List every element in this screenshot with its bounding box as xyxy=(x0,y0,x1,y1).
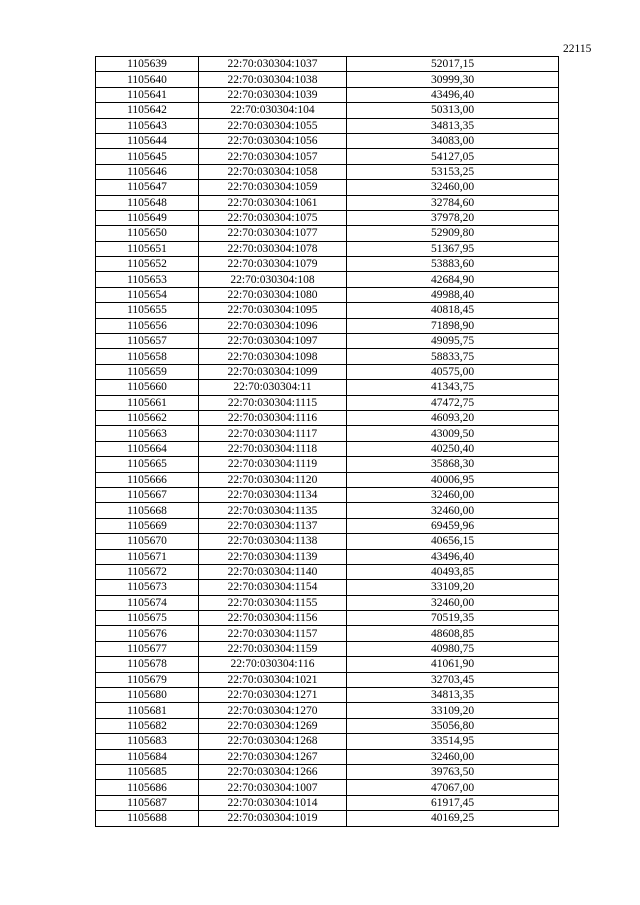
value-cell: 53153,25 xyxy=(347,164,559,179)
record-number-cell: 1105648 xyxy=(96,195,199,210)
record-number-cell: 1105655 xyxy=(96,303,199,318)
value-cell: 51367,95 xyxy=(347,241,559,256)
value-cell: 48608,85 xyxy=(347,626,559,641)
table-row xyxy=(96,180,559,195)
table-row xyxy=(96,87,559,102)
record-number-cell: 1105669 xyxy=(96,518,199,533)
table-row xyxy=(96,472,559,487)
record-number-cell: 1105653 xyxy=(96,272,199,287)
cadastral-number-cell: 22:70:030304:1078 xyxy=(199,241,347,256)
value-cell: 69459,96 xyxy=(347,518,559,533)
value-cell: 33109,20 xyxy=(347,580,559,595)
value-cell: 40656,15 xyxy=(347,534,559,549)
record-number-cell: 1105660 xyxy=(96,380,199,395)
table-row xyxy=(96,195,559,210)
value-cell: 58833,75 xyxy=(347,349,559,364)
value-cell: 33514,95 xyxy=(347,734,559,749)
table-row xyxy=(96,364,559,379)
value-cell: 40493,85 xyxy=(347,564,559,579)
value-cell: 32460,00 xyxy=(347,749,559,764)
table-row xyxy=(96,272,559,287)
table-row xyxy=(96,457,559,472)
value-cell: 32460,00 xyxy=(347,595,559,610)
cadastral-number-cell: 22:70:030304:1118 xyxy=(199,441,347,456)
table-row xyxy=(96,549,559,564)
record-number-cell: 1105650 xyxy=(96,226,199,241)
record-number-cell: 1105671 xyxy=(96,549,199,564)
cadastral-number-cell: 22:70:030304:1135 xyxy=(199,503,347,518)
record-number-cell: 1105677 xyxy=(96,641,199,656)
record-number-cell: 1105688 xyxy=(96,811,199,826)
value-cell: 34083,00 xyxy=(347,133,559,148)
cadastral-number-cell: 22:70:030304:116 xyxy=(199,657,347,672)
cadastral-number-cell: 22:70:030304:1096 xyxy=(199,318,347,333)
record-number-cell: 1105641 xyxy=(96,87,199,102)
table-row xyxy=(96,164,559,179)
table-row xyxy=(96,257,559,272)
record-number-cell: 1105683 xyxy=(96,734,199,749)
value-cell: 61917,45 xyxy=(347,795,559,810)
record-number-cell: 1105656 xyxy=(96,318,199,333)
record-number-cell: 1105672 xyxy=(96,564,199,579)
value-cell: 34813,35 xyxy=(347,688,559,703)
record-number-cell: 1105646 xyxy=(96,164,199,179)
cadastral-number-cell: 22:70:030304:1117 xyxy=(199,426,347,441)
value-cell: 32460,00 xyxy=(347,180,559,195)
record-number-cell: 1105647 xyxy=(96,180,199,195)
cadastral-number-cell: 22:70:030304:1115 xyxy=(199,395,347,410)
record-number-cell: 1105679 xyxy=(96,672,199,687)
value-cell: 32460,00 xyxy=(347,503,559,518)
table-row xyxy=(96,657,559,672)
value-cell: 34813,35 xyxy=(347,118,559,133)
table-row xyxy=(96,534,559,549)
record-number-cell: 1105661 xyxy=(96,395,199,410)
record-number-cell: 1105675 xyxy=(96,611,199,626)
cadastral-number-cell: 22:70:030304:1155 xyxy=(199,595,347,610)
cadastral-number-cell: 22:70:030304:104 xyxy=(199,103,347,118)
record-number-cell: 1105681 xyxy=(96,703,199,718)
cadastral-number-cell: 22:70:030304:1267 xyxy=(199,749,347,764)
table-row xyxy=(96,133,559,148)
table-row xyxy=(96,57,559,72)
value-cell: 70519,35 xyxy=(347,611,559,626)
cadastral-number-cell: 22:70:030304:1055 xyxy=(199,118,347,133)
cadastral-number-cell: 22:70:030304:1077 xyxy=(199,226,347,241)
table-row xyxy=(96,795,559,810)
table-row xyxy=(96,287,559,302)
record-number-cell: 1105685 xyxy=(96,764,199,779)
table-row xyxy=(96,672,559,687)
table-row xyxy=(96,688,559,703)
cadastral-number-cell: 22:70:030304:1014 xyxy=(199,795,347,810)
table-row xyxy=(96,118,559,133)
record-number-cell: 1105643 xyxy=(96,118,199,133)
table-row xyxy=(96,626,559,641)
record-number-cell: 1105676 xyxy=(96,626,199,641)
value-cell: 32460,00 xyxy=(347,487,559,502)
cadastral-number-cell: 22:70:030304:11 xyxy=(199,380,347,395)
table-row xyxy=(96,210,559,225)
cadastral-number-cell: 22:70:030304:1079 xyxy=(199,257,347,272)
cadastral-number-cell: 22:70:030304:108 xyxy=(199,272,347,287)
cadastral-number-cell: 22:70:030304:1269 xyxy=(199,718,347,733)
record-number-cell: 1105651 xyxy=(96,241,199,256)
record-number-cell: 1105665 xyxy=(96,457,199,472)
value-cell: 47067,00 xyxy=(347,780,559,795)
record-number-cell: 1105658 xyxy=(96,349,199,364)
value-cell: 40169,25 xyxy=(347,811,559,826)
cadastral-number-cell: 22:70:030304:1021 xyxy=(199,672,347,687)
cadastral-number-cell: 22:70:030304:1095 xyxy=(199,303,347,318)
cadastral-number-cell: 22:70:030304:1120 xyxy=(199,472,347,487)
table-row xyxy=(96,318,559,333)
record-number-cell: 1105639 xyxy=(96,57,199,72)
table-row xyxy=(96,703,559,718)
record-number-cell: 1105678 xyxy=(96,657,199,672)
value-cell: 40980,75 xyxy=(347,641,559,656)
cadastral-number-cell: 22:70:030304:1156 xyxy=(199,611,347,626)
value-cell: 32703,45 xyxy=(347,672,559,687)
value-cell: 43496,40 xyxy=(347,549,559,564)
record-number-cell: 1105684 xyxy=(96,749,199,764)
cadastral-number-cell: 22:70:030304:1098 xyxy=(199,349,347,364)
cadastral-number-cell: 22:70:030304:1266 xyxy=(199,764,347,779)
table-row xyxy=(96,334,559,349)
table-row xyxy=(96,395,559,410)
table-row xyxy=(96,564,559,579)
record-number-cell: 1105642 xyxy=(96,103,199,118)
cadastral-number-cell: 22:70:030304:1159 xyxy=(199,641,347,656)
record-number-cell: 1105666 xyxy=(96,472,199,487)
cadastral-number-cell: 22:70:030304:1061 xyxy=(199,195,347,210)
record-number-cell: 1105686 xyxy=(96,780,199,795)
table-row xyxy=(96,226,559,241)
value-cell: 40250,40 xyxy=(347,441,559,456)
value-cell: 37978,20 xyxy=(347,210,559,225)
table-row xyxy=(96,149,559,164)
table-row xyxy=(96,487,559,502)
record-number-cell: 1105664 xyxy=(96,441,199,456)
cadastral-number-cell: 22:70:030304:1097 xyxy=(199,334,347,349)
table-row xyxy=(96,241,559,256)
value-cell: 42684,90 xyxy=(347,272,559,287)
record-number-cell: 1105687 xyxy=(96,795,199,810)
record-number-cell: 1105682 xyxy=(96,718,199,733)
value-cell: 40575,00 xyxy=(347,364,559,379)
cadastral-number-cell: 22:70:030304:1080 xyxy=(199,287,347,302)
record-number-cell: 1105640 xyxy=(96,72,199,87)
record-number-cell: 1105659 xyxy=(96,364,199,379)
value-cell: 52909,80 xyxy=(347,226,559,241)
cadastral-number-cell: 22:70:030304:1039 xyxy=(199,87,347,102)
value-cell: 43496,40 xyxy=(347,87,559,102)
record-number-cell: 1105657 xyxy=(96,334,199,349)
value-cell: 49095,75 xyxy=(347,334,559,349)
table-row xyxy=(96,349,559,364)
table-row xyxy=(96,718,559,733)
value-cell: 39763,50 xyxy=(347,764,559,779)
cadastral-number-cell: 22:70:030304:1059 xyxy=(199,180,347,195)
cadastral-number-cell: 22:70:030304:1270 xyxy=(199,703,347,718)
cadastral-number-cell: 22:70:030304:1134 xyxy=(199,487,347,502)
value-cell: 30999,30 xyxy=(347,72,559,87)
cadastral-number-cell: 22:70:030304:1056 xyxy=(199,133,347,148)
data-table xyxy=(95,56,559,827)
page-number: 22115 xyxy=(563,43,592,55)
value-cell: 33109,20 xyxy=(347,703,559,718)
value-cell: 54127,05 xyxy=(347,149,559,164)
value-cell: 41343,75 xyxy=(347,380,559,395)
cadastral-number-cell: 22:70:030304:1119 xyxy=(199,457,347,472)
cadastral-number-cell: 22:70:030304:1038 xyxy=(199,72,347,87)
value-cell: 71898,90 xyxy=(347,318,559,333)
cadastral-number-cell: 22:70:030304:1268 xyxy=(199,734,347,749)
record-number-cell: 1105649 xyxy=(96,210,199,225)
table-row xyxy=(96,303,559,318)
value-cell: 35868,30 xyxy=(347,457,559,472)
record-number-cell: 1105680 xyxy=(96,688,199,703)
value-cell: 52017,15 xyxy=(347,57,559,72)
record-number-cell: 1105663 xyxy=(96,426,199,441)
cadastral-number-cell: 22:70:030304:1154 xyxy=(199,580,347,595)
record-number-cell: 1105652 xyxy=(96,257,199,272)
table-row xyxy=(96,518,559,533)
record-number-cell: 1105670 xyxy=(96,534,199,549)
record-number-cell: 1105668 xyxy=(96,503,199,518)
table-row xyxy=(96,780,559,795)
table-row xyxy=(96,426,559,441)
record-number-cell: 1105645 xyxy=(96,149,199,164)
table-row xyxy=(96,749,559,764)
record-number-cell: 1105674 xyxy=(96,595,199,610)
cadastral-number-cell: 22:70:030304:1037 xyxy=(199,57,347,72)
cadastral-number-cell: 22:70:030304:1116 xyxy=(199,410,347,425)
value-cell: 43009,50 xyxy=(347,426,559,441)
table-row xyxy=(96,734,559,749)
record-number-cell: 1105644 xyxy=(96,133,199,148)
value-cell: 47472,75 xyxy=(347,395,559,410)
value-cell: 40006,95 xyxy=(347,472,559,487)
cadastral-number-cell: 22:70:030304:1139 xyxy=(199,549,347,564)
record-number-cell: 1105667 xyxy=(96,487,199,502)
table-row xyxy=(96,580,559,595)
value-cell: 40818,45 xyxy=(347,303,559,318)
cadastral-number-cell: 22:70:030304:1140 xyxy=(199,564,347,579)
cadastral-number-cell: 22:70:030304:1019 xyxy=(199,811,347,826)
table-row xyxy=(96,72,559,87)
value-cell: 41061,90 xyxy=(347,657,559,672)
cadastral-number-cell: 22:70:030304:1057 xyxy=(199,149,347,164)
table-row xyxy=(96,441,559,456)
cadastral-number-cell: 22:70:030304:1075 xyxy=(199,210,347,225)
table-row xyxy=(96,811,559,826)
cadastral-number-cell: 22:70:030304:1099 xyxy=(199,364,347,379)
cadastral-number-cell: 22:70:030304:1007 xyxy=(199,780,347,795)
table-body xyxy=(96,57,559,827)
cadastral-number-cell: 22:70:030304:1058 xyxy=(199,164,347,179)
value-cell: 50313,00 xyxy=(347,103,559,118)
value-cell: 46093,20 xyxy=(347,410,559,425)
table-row xyxy=(96,410,559,425)
table-row xyxy=(96,503,559,518)
value-cell: 35056,80 xyxy=(347,718,559,733)
table-row xyxy=(96,595,559,610)
table-row xyxy=(96,380,559,395)
table-row xyxy=(96,764,559,779)
value-cell: 53883,60 xyxy=(347,257,559,272)
cadastral-number-cell: 22:70:030304:1138 xyxy=(199,534,347,549)
value-cell: 32784,60 xyxy=(347,195,559,210)
table-row xyxy=(96,103,559,118)
cadastral-number-cell: 22:70:030304:1271 xyxy=(199,688,347,703)
cadastral-number-cell: 22:70:030304:1137 xyxy=(199,518,347,533)
table-row xyxy=(96,611,559,626)
cadastral-number-cell: 22:70:030304:1157 xyxy=(199,626,347,641)
record-number-cell: 1105673 xyxy=(96,580,199,595)
table-row xyxy=(96,641,559,656)
record-number-cell: 1105662 xyxy=(96,410,199,425)
record-number-cell: 1105654 xyxy=(96,287,199,302)
value-cell: 49988,40 xyxy=(347,287,559,302)
